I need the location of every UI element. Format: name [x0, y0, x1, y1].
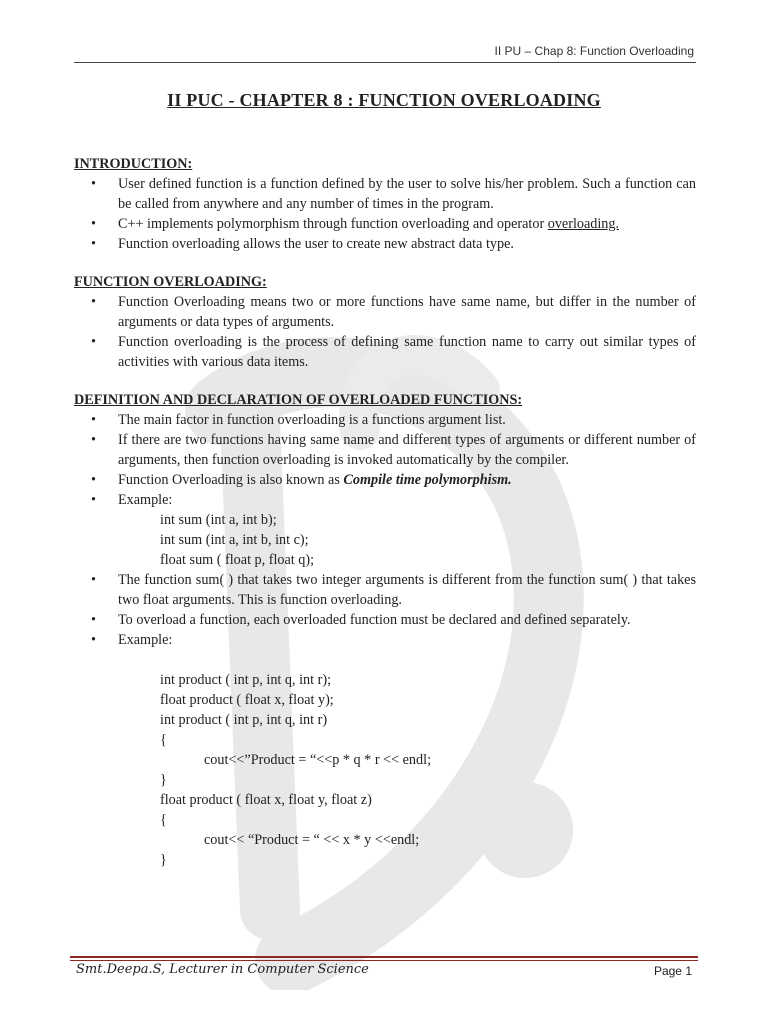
example-2-line-2: float product ( float x, float y);	[160, 692, 334, 708]
definition-bullet-3-text: Function Overloading is also known as	[118, 472, 344, 488]
running-header: II PU – Chap 8: Function Overloading	[494, 44, 694, 58]
definition-bullet-6: • To overload a function, each overloaded function must be declared and defined separately.	[74, 610, 696, 630]
example-2-line-9: cout<< “Product = “ << x * y <<endl;	[204, 832, 420, 848]
footer-rule	[70, 956, 698, 958]
main-content	[74, 154, 696, 870]
example-2-line-3: int product ( int p, int q, int r)	[160, 712, 328, 728]
definition-bullet-2: • If there are two functions having same name and different types of arguments or different number of arguments, then function overloading is invoked automatically by the compiler.	[74, 430, 696, 470]
footer-rule-thin	[70, 960, 698, 961]
overloading-bullet-1: • Function Overloading means two or more functions have same name, but differ in the number of arguments or data types of arguments.	[74, 292, 696, 332]
intro-bullet-1: • User defined function is a function defined by the user to solve his/her problem. Such a function can be called from anywhere and any number of times in the program.	[74, 174, 696, 214]
example-2-line-10: }	[160, 852, 167, 868]
definition-heading: DEFINITION AND DECLARATION OF OVERLOADED FUNCTIONS:	[74, 392, 523, 408]
intro-bullet-2-underlined: overloading.	[547, 216, 620, 232]
intro-heading: INTRODUCTION:	[74, 156, 193, 172]
intro-list	[74, 174, 696, 254]
header-rule	[74, 62, 696, 63]
example-2-line-5: cout<<”Product = “<<p * q * r << endl;	[204, 752, 432, 768]
overloading-bullet-2: • Function overloading is the process of defining same function name to carry out similar types of activities with various data items.	[74, 332, 696, 372]
page-title: II PUC - CHAPTER 8 : FUNCTION OVERLOADING	[167, 90, 601, 110]
definition-bullet-7: • Example:	[74, 630, 696, 650]
example-1-line-2: int sum (int a, int b, int c);	[160, 532, 309, 548]
footer-author: Smt.Deepa.S, Lecturer in Computer Science	[76, 962, 369, 977]
intro-bullet-3: • Function overloading allows the user to create new abstract data type.	[74, 234, 696, 254]
overloading-heading: FUNCTION OVERLOADING:	[74, 274, 267, 290]
example-2-line-8: {	[160, 812, 167, 828]
example-1-line-1: int sum (int a, int b);	[160, 512, 277, 528]
definition-bullet-5: • The function sum( ) that takes two integer arguments is different from the function sum( ) that takes two float arguments. This is function overloading.	[74, 570, 696, 610]
example-2-line-7: float product ( float x, float y, float z)	[160, 792, 372, 808]
definition-bullet-4: • Example:	[74, 490, 696, 510]
example-2-line-1: int product ( int p, int q, int r);	[160, 672, 332, 688]
compile-time-polymorphism: Compile time polymorphism.	[343, 472, 512, 488]
definition-bullet-3	[74, 470, 696, 490]
overloading-list	[74, 292, 696, 372]
example-2-line-6: }	[160, 772, 167, 788]
definition-list-continued	[74, 570, 696, 650]
example-2-line-4: {	[160, 732, 167, 748]
example-1-line-3: float sum ( float p, float q);	[160, 552, 315, 568]
page-number: Page 1	[653, 964, 692, 978]
intro-bullet-2-text: C++ implements polymorphism through function overloading and operator	[118, 216, 548, 232]
intro-bullet-2	[74, 214, 696, 234]
definition-list	[74, 410, 696, 510]
definition-bullet-1: • The main factor in function overloading is a functions argument list.	[74, 410, 696, 430]
